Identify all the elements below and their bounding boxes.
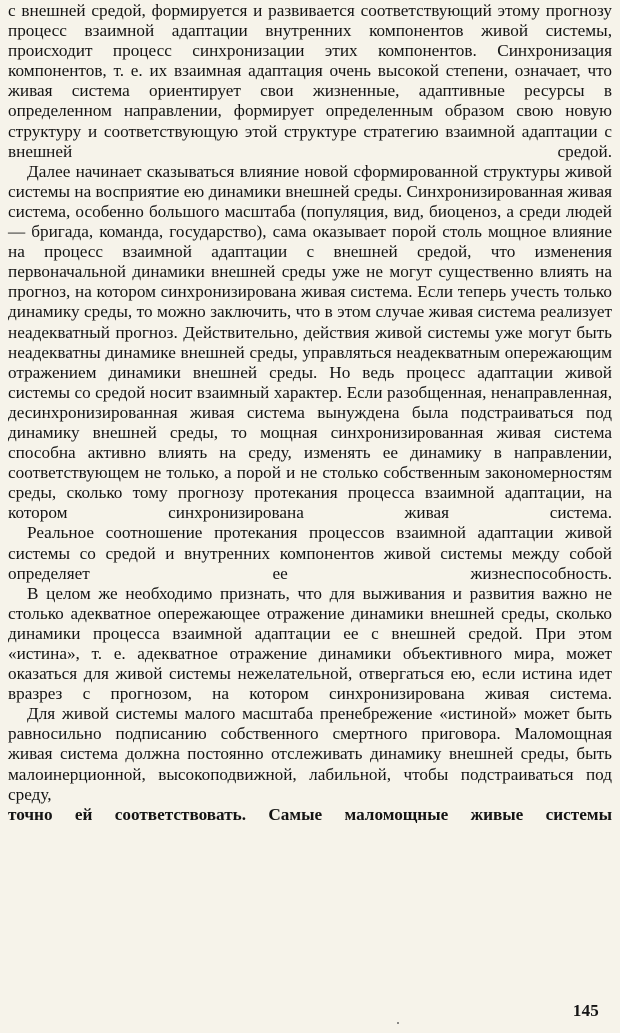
paragraph-5: Для живой системы малого масштаба пренебрежение «истиной» может быть равносильно подписанию собственного смертного приговора. Маломощная живая система должна постоянно отслеживать динамику внешней среды, быть малоинерционной, высокоподвижной, лабильной, чтобы подстраиваться под среду, — [8, 704, 612, 804]
paragraph-2: Далее начинает сказываться влияние новой сформированной структуры живой системы на восприятие ею динамики внешней среды. Синхронизированная живая система, особенно большого масштаба (популяция, вид, биоценоз, а среди людей — бригада, команда, государство), сама оказывает порой столь мощное влияние на процесс взаимной адаптации с внешней средой, что изменения первоначальной динамики внешней среды уже не могут существенно влиять на прогноз, на котором синхронизирована живая система. Если теперь учесть только динамику среды, то можно заключить, что в этом случае живая система реализует неадекватный прогноз. Действительно, действия живой системы уже могут быть неадекватны динамике внешней среды, управляться неадекватным опережающим отражением динамики внешней среды. Но ведь процесс адаптации живой системы со средой носит взаимный характер. Если разобщенная, ненаправленная, десинхронизированная живая система вынуждена была подстраиваться под динамику внешней среды, то мощная синхронизированная живая система способна активно влиять на среду, изменять ее динамику в направлении, соответствующем не только, а порой и не столько собственным закономерностям среды, сколько тому прогнозу протекания процесса взаимной адаптации, на котором синхронизирована живая система. — [8, 161, 612, 523]
paragraph-3: Реальное соотношение протекания процессов взаимной адаптации живой системы со средой и внутренних компонентов живой системы между собой определяет ее жизнеспособность. — [8, 523, 612, 583]
page-number: 145 — [572, 1001, 599, 1020]
paragraph-1: с внешней средой, формируется и развивается соответствующий этому прогнозу процесс взаимной адаптации внутренних компонентов живой системы, происходит процесс синхронизации этих компонентов. Синхронизация компонентов, т. е. их взаимная адаптация очень высокой степени, означает, что живая система ориентирует свои жизненные, адаптивные ресурсы в определенном направлении, формирует определенным образом свою новую структуру и соответствующую этой структуре стратегию взаимной адаптации с внешней средой. — [8, 1, 612, 161]
body-text — [8, 1, 612, 825]
paragraph-5-final-line: точно ей соответствовать. Самые маломощные живые системы — [8, 804, 612, 824]
scan-speck-icon — [397, 1022, 399, 1024]
paragraph-4: В целом же необходимо признать, что для выживания и развития важно не столько адекватное опережающее отражение динамики внешней среды, сколько динамики процесса взаимной адаптации ее с внешней средой. При этом «истина», т. е. адекватное отражение динамики объективного мира, может оказаться для живой системы нежелательной, отвергаться ею, если истина идет вразрез с прогнозом, на котором синхронизирована живая система. — [8, 583, 612, 704]
